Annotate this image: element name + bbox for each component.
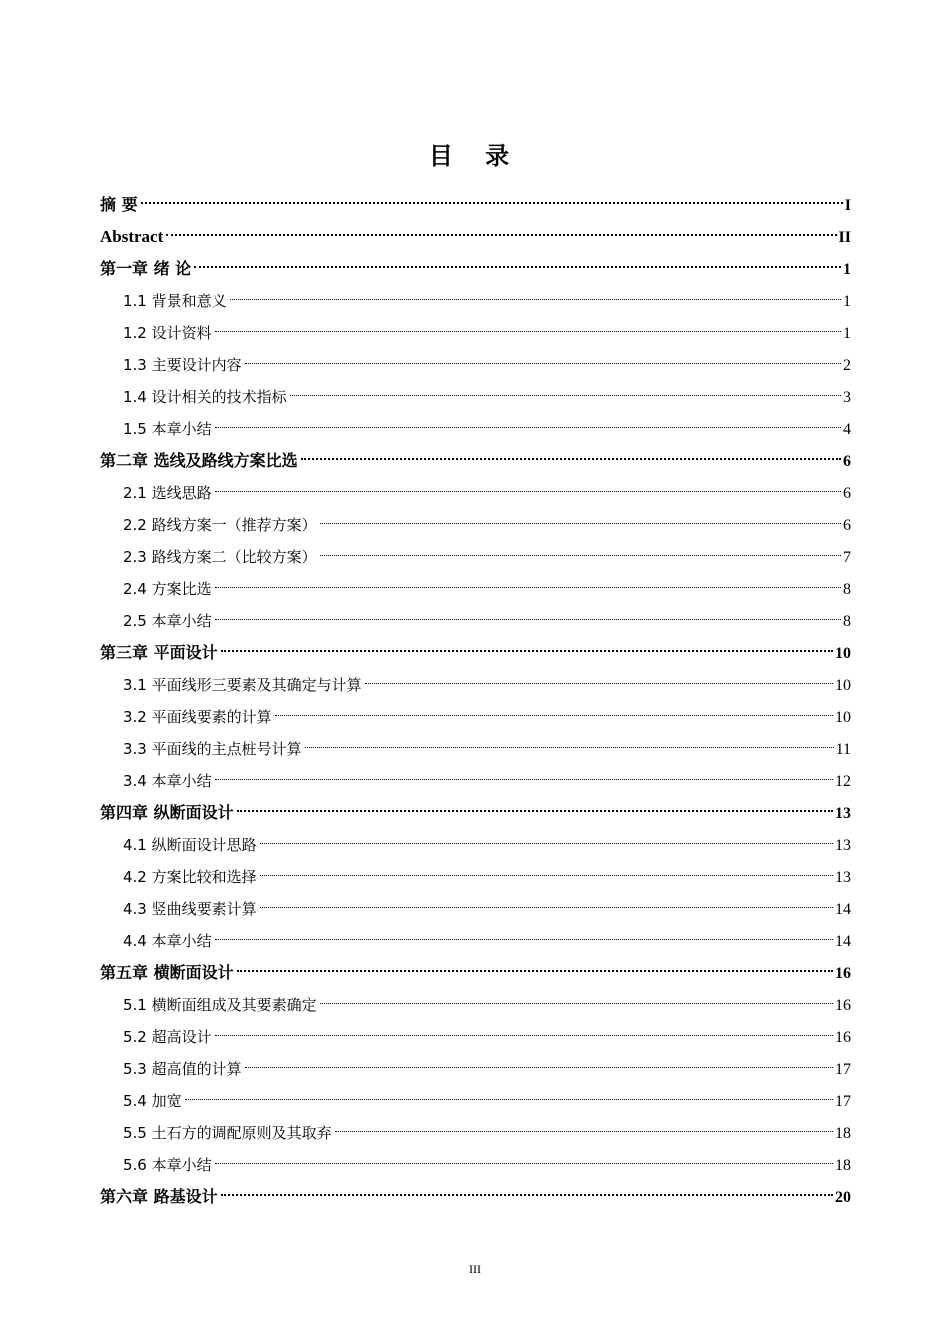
toc-entry-page-number: 10 [835,645,851,662]
toc-section-entry[interactable] [100,381,851,413]
dot-leader [215,619,841,620]
toc-entry-page-number: 4 [843,421,851,438]
toc-entry-page-number: 8 [843,581,851,598]
dot-leader [141,202,843,204]
toc-entry-page-number: 17 [835,1061,851,1078]
toc-entry-page-number: 10 [835,677,851,694]
dot-leader [215,491,841,492]
toc-chapter-entry[interactable] [100,221,851,253]
toc-section-entry[interactable] [100,893,851,925]
dot-leader [221,650,833,652]
toc-entry-label: 第四章 纵断面设计 [100,803,234,822]
toc-entry-label: 4.4 本章小结 [123,932,212,950]
toc-entry-label: 3.2 平面线要素的计算 [123,708,272,726]
dot-leader [320,523,841,524]
toc-entry-label: 4.1 纵断面设计思路 [123,836,257,854]
toc-section-entry[interactable] [100,349,851,381]
toc-section-entry[interactable] [100,861,851,893]
dot-leader [245,1067,833,1068]
toc-section-entry[interactable] [100,509,851,541]
toc-section-entry[interactable] [100,605,851,637]
toc-section-entry[interactable] [100,1021,851,1053]
dot-leader [260,907,833,908]
toc-entry-page-number: 14 [835,933,851,950]
toc-entry-label: 1.4 设计相关的技术指标 [123,388,287,406]
dot-leader [260,875,833,876]
toc-entry-label: 4.2 方案比较和选择 [123,868,257,886]
toc-entry-label: 5.1 横断面组成及其要素确定 [123,996,317,1014]
toc-section-entry[interactable] [100,733,851,765]
dot-leader [260,843,833,844]
dot-leader [237,970,833,972]
dot-leader [215,331,841,332]
toc-entry-page-number: 10 [835,709,851,726]
toc-entry-page-number: 6 [843,453,851,470]
dot-leader [215,427,841,428]
toc-entry-label: 摘 要 [100,195,138,214]
dot-leader [221,1194,833,1196]
toc-section-entry[interactable] [100,317,851,349]
toc-section-entry[interactable] [100,701,851,733]
toc-entry-page-number: 6 [843,485,851,502]
toc-entry-page-number: 20 [835,1189,851,1206]
toc-entry-label: 5.2 超高设计 [123,1028,212,1046]
toc-entry-page-number: 13 [835,869,851,886]
page-number-footer: III [469,1262,481,1276]
toc-entry-label: 2.5 本章小结 [123,612,212,630]
toc-entry-page-number: 11 [835,741,851,758]
toc-section-entry[interactable] [100,573,851,605]
toc-entry-page-number: 16 [835,1029,851,1046]
toc-entry-label: 1.2 设计资料 [123,324,212,342]
toc-entry-page-number: 12 [835,773,851,790]
dot-leader [230,299,841,300]
dot-leader [215,939,833,940]
dot-leader [185,1099,833,1100]
dot-leader [215,1035,833,1036]
dot-leader [275,715,833,716]
dot-leader [194,266,841,268]
dot-leader [166,234,836,236]
toc-entry-page-number: 18 [835,1157,851,1174]
dot-leader [290,395,841,396]
toc-entry-label: 第三章 平面设计 [100,643,218,662]
toc-entry-label: 1.3 主要设计内容 [123,356,242,374]
toc-entry-label: 3.1 平面线形三要素及其确定与计算 [123,676,362,694]
dot-leader [215,587,841,588]
toc-entry-page-number: 14 [835,901,851,918]
toc-entry-label: 5.5 土石方的调配原则及其取弃 [123,1124,332,1142]
toc-section-entry[interactable] [100,669,851,701]
toc-section-entry[interactable] [100,1085,851,1117]
toc-entry-page-number: I [844,197,851,214]
toc-chapter-entry[interactable] [100,253,851,285]
toc-section-entry[interactable] [100,829,851,861]
toc-entry-label: 3.3 平面线的主点桩号计算 [123,740,302,758]
toc-entry-page-number: 7 [843,549,851,566]
toc-entry-page-number: 18 [835,1125,851,1142]
toc-entry-label: 第五章 横断面设计 [100,963,234,982]
toc-entry-label: 5.4 加宽 [123,1092,182,1110]
toc-entry-page-number: 1 [843,325,851,342]
toc-entry-page-number: 3 [843,389,851,406]
dot-leader [320,1003,833,1004]
toc-entry-page-number: 8 [843,613,851,630]
toc-entry-label: 5.6 本章小结 [123,1156,212,1174]
toc-entry-label: 第二章 选线及路线方案比选 [100,451,298,470]
dot-leader [335,1131,833,1132]
toc-section-entry[interactable] [100,541,851,573]
toc-entry-page-number: 16 [835,997,851,1014]
toc-entry-label: 1.1 背景和意义 [123,292,227,310]
dot-leader [215,1163,833,1164]
toc-entry-page-number: 13 [835,837,851,854]
toc-chapter-entry[interactable] [100,445,851,477]
toc-section-entry[interactable] [100,413,851,445]
toc-entry-page-number: 1 [843,261,851,278]
toc-entry-label: 2.2 路线方案一（推荐方案） [123,516,317,534]
toc-entry-page-number: 16 [835,965,851,982]
toc-section-entry[interactable] [100,1053,851,1085]
toc-entry-page-number: 6 [843,517,851,534]
dot-leader [305,747,834,748]
toc-section-entry[interactable] [100,1149,851,1181]
toc-entry-label: 2.4 方案比选 [123,580,212,598]
dot-leader [320,555,841,556]
toc-entry-label: 4.3 竖曲线要素计算 [123,900,257,918]
toc-entry-label: Abstract [100,227,164,246]
dot-leader [215,779,833,780]
toc-entry-page-number: 2 [843,357,851,374]
toc-section-entry[interactable] [100,1117,851,1149]
toc-entry-label: 第六章 路基设计 [100,1187,218,1206]
toc-entry-label: 2.1 选线思路 [123,484,212,502]
toc-entry-label: 2.3 路线方案二（比较方案） [123,548,317,566]
table-of-contents [100,189,851,1213]
toc-chapter-entry[interactable] [100,797,851,829]
toc-entry-label: 第一章 绪 论 [100,259,192,278]
toc-entry-page-number: 1 [843,293,851,310]
toc-entry-page-number: 17 [835,1093,851,1110]
toc-section-entry[interactable] [100,477,851,509]
toc-section-entry[interactable] [100,925,851,957]
toc-entry-label: 1.5 本章小结 [123,420,212,438]
toc-chapter-entry[interactable] [100,957,851,989]
toc-title: 目 录 [428,142,522,170]
toc-chapter-entry[interactable] [100,189,851,221]
toc-section-entry[interactable] [100,765,851,797]
dot-leader [237,810,833,812]
toc-chapter-entry[interactable] [100,1181,851,1213]
toc-entry-label: 5.3 超高值的计算 [123,1060,242,1078]
toc-section-entry[interactable] [100,285,851,317]
toc-entry-label: 3.4 本章小结 [123,772,212,790]
toc-entry-page-number: II [838,229,851,246]
dot-leader [245,363,841,364]
toc-section-entry[interactable] [100,989,851,1021]
dot-leader [365,683,833,684]
toc-chapter-entry[interactable] [100,637,851,669]
dot-leader [301,458,841,460]
toc-entry-page-number: 13 [835,805,851,822]
